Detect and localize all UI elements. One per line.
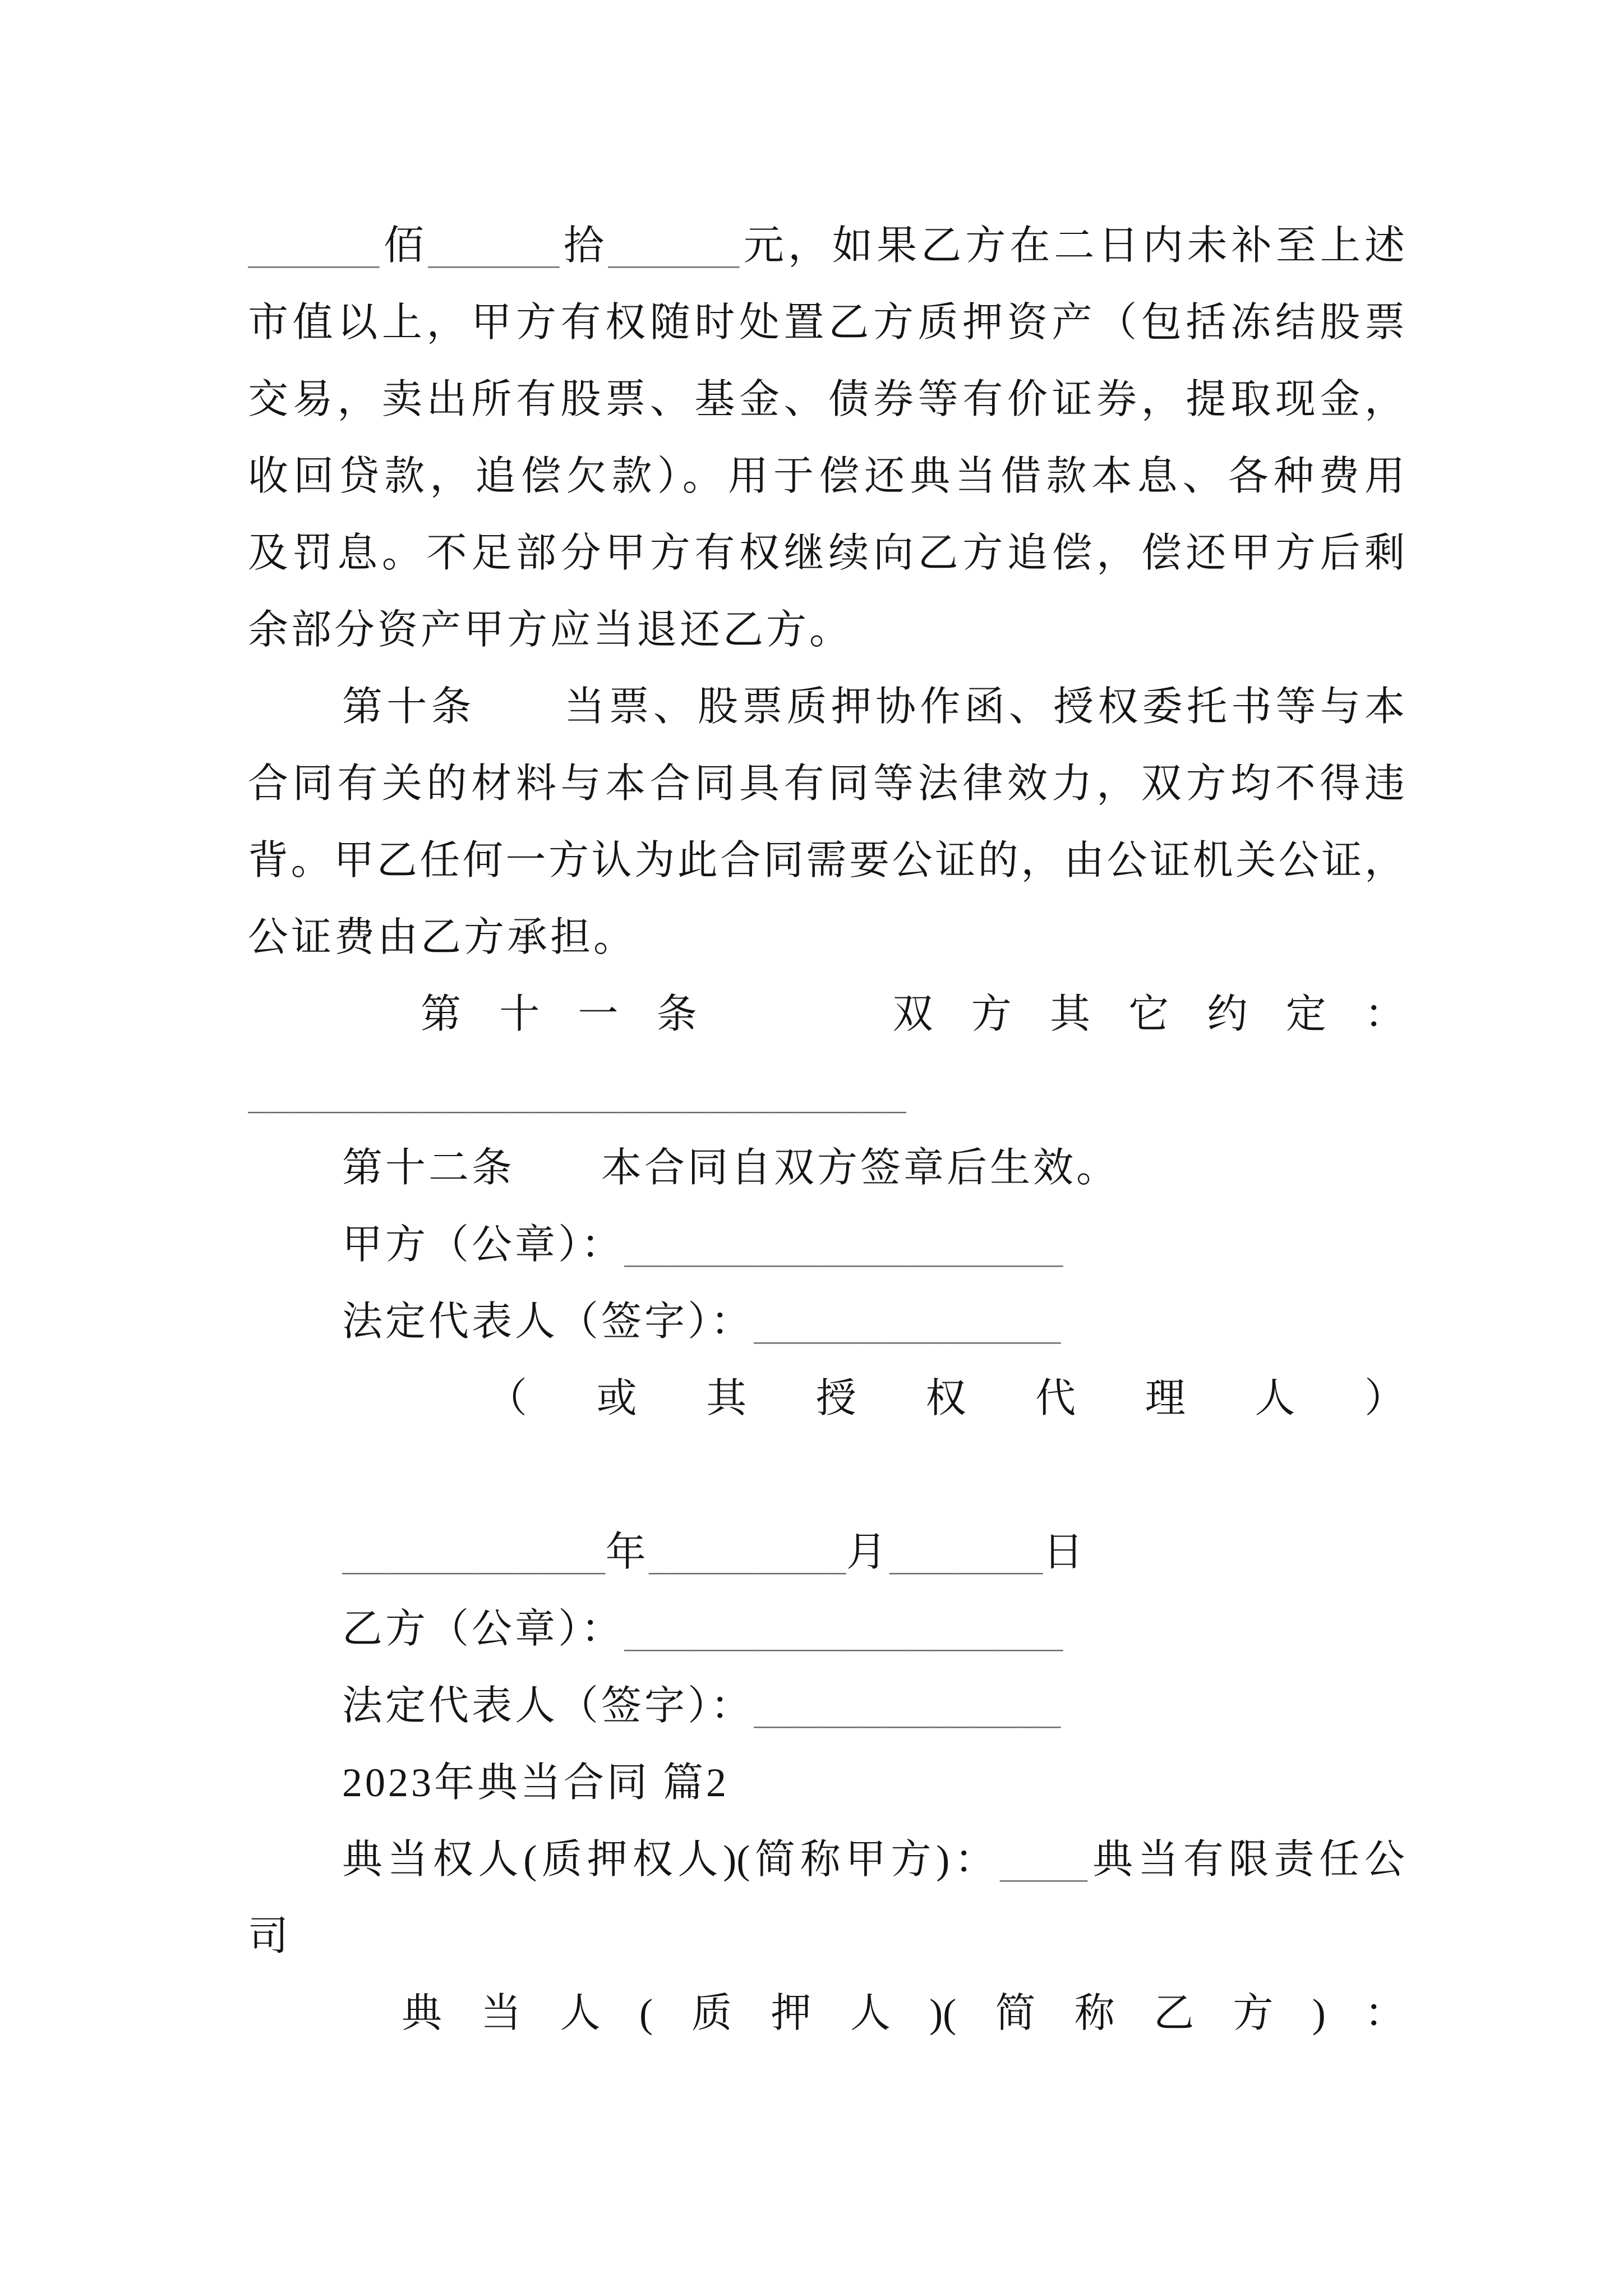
party-a-seal-line	[248, 1207, 1405, 1283]
clause12: 第十二条 本合同自双方签章后生效。	[342, 1145, 1120, 1190]
contract2-heading: 2023年典当合同 篇2	[342, 1760, 730, 1805]
party-b-rep-label: 法定代表人（签字）：	[342, 1683, 754, 1728]
clause9-line-1	[248, 208, 1405, 284]
pawnor-label: 典当人(质押人)(简称乙方)：	[402, 1991, 1405, 2036]
amount-tens-blank: ______	[427, 226, 560, 268]
party-a-rep-line	[248, 1283, 1405, 1360]
party-b-rep-blank: ______________	[754, 1686, 1061, 1728]
pawnee-name-blank: ____	[999, 1840, 1088, 1882]
clause10-line-2: 合同有关的材料与本合同具有同等法律效力，双方均不得违	[248, 761, 1405, 806]
clause9-line-5: 及罚息。不足部分甲方有权继续向乙方追偿，偿还甲方后剩	[248, 531, 1405, 576]
clause11-heading: 第十一条 双方其它约定：	[421, 992, 1405, 1037]
clause9-line-4: 收回贷款，追偿欠款）。用于偿还典当借款本息、各种费用	[248, 454, 1405, 499]
year-label: 年	[605, 1530, 649, 1575]
party-a-seal-label: 甲方（公章）：	[342, 1222, 625, 1267]
month-label: 月	[846, 1530, 889, 1575]
party-a-rep-blank: ______________	[754, 1302, 1061, 1344]
contract-body	[248, 208, 1405, 2052]
amount-units-blank: ______	[607, 226, 740, 268]
date-line	[248, 1514, 1405, 1591]
clause10-line-1: 第十条 当票、股票质押协作函、授权委托书等与本	[342, 684, 1405, 729]
party-b-seal-label: 乙方（公章）：	[342, 1607, 625, 1651]
clause10-line-3: 背。甲乙任何一方认为此合同需要公证的，由公证机关公证，	[248, 838, 1405, 883]
party-b-seal-line	[248, 1591, 1405, 1668]
year-blank: ____________	[342, 1533, 606, 1575]
agent-note: （或其授权代理人）	[487, 1376, 1405, 1421]
amount-hundreds-blank: ______	[248, 226, 380, 268]
unit-hundreds: 佰	[379, 223, 428, 268]
party-a-seal-blank: ____________________	[624, 1225, 1063, 1267]
clause9-line-1-text: 元，如果乙方在二日内未补至上述	[739, 223, 1405, 268]
pawnee-line-1-text: 典当有限责任公	[1087, 1837, 1405, 1882]
pawnee-line-2: 司	[248, 1914, 292, 1959]
party-b-rep-line	[248, 1668, 1405, 1745]
unit-tens: 拾	[559, 223, 608, 268]
clause11-blank-line	[248, 1053, 1405, 1130]
clause9-line-6: 余部分资产甲方应当退还乙方。	[248, 608, 853, 652]
party-a-rep-label: 法定代表人（签字）：	[342, 1299, 754, 1344]
pawnee-line-1	[248, 1821, 1405, 1898]
day-blank: _______	[889, 1533, 1043, 1575]
party-b-seal-blank: ____________________	[624, 1609, 1063, 1651]
pawnee-label: 典当权人(质押权人)(简称甲方)：	[342, 1837, 1000, 1882]
day-label: 日	[1043, 1530, 1086, 1575]
clause10-line-4: 公证费由乙方承担。	[248, 915, 637, 960]
clause9-line-2: 市值以上，甲方有权随时处置乙方质押资产（包括冻结股票	[248, 300, 1405, 345]
clause11-blank: ______________________________	[248, 1071, 906, 1114]
spacer-line	[248, 1437, 1405, 1514]
clause9-line-3: 交易，卖出所有股票、基金、债券等有价证券，提取现金，	[248, 377, 1405, 422]
month-blank: _________	[648, 1533, 846, 1575]
